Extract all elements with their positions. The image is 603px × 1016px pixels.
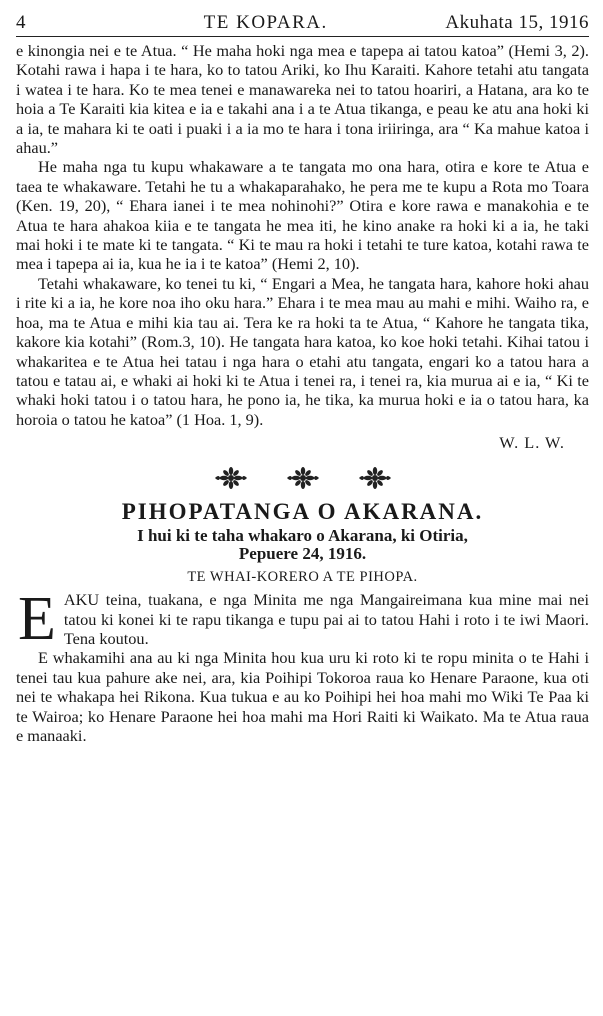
article-two-subtitle bbox=[16, 527, 589, 563]
author-signature: W. L. W. bbox=[499, 433, 565, 453]
ornament-divider bbox=[16, 467, 589, 489]
article-two-title: PIHOPATANGA O AKARANA. bbox=[121, 499, 484, 525]
publication-title: TE KOPARA. bbox=[203, 12, 328, 33]
article-one bbox=[16, 41, 589, 429]
paragraph-text: AKU teina, tuakana, e nga Minita me nga Mangaireimana kua mine mai nei tatou ki konei ki te rapu tikanga e tupu pai ai to tatou Hahi i roto i te iwi Maori. Tena koutou. bbox=[63, 590, 589, 648]
header-rule bbox=[16, 36, 589, 37]
article-two-paragraph bbox=[16, 585, 589, 654]
article-one-paragraph: He maha nga tu kupu whakaware a te tangata mo ona hara, otira e kore te Atua e taea te whakaware. Tetahi he tu a whakaparahako, he pera me te kupu a Rota mo Toara (Ken. 19, 20), “ Ehara ianei i te mea nohinohi?” Otira e kore rawa e manakohia e te Atua te hara ahakoa kiia e te tangata he mea iti, he kino anake ra hoki ki a ia, he taki mai hoki i te mate ki te tangata. “ Ki te mau ra hoki i tetahi te ture katoa, kotahi rawa te mea i tapepa ai ia, kua he ia i te katoa” (Hemi 2, 10). bbox=[16, 157, 589, 274]
issue-date: Akuhata 15, 1916 bbox=[445, 12, 589, 33]
article-two-body bbox=[16, 585, 589, 745]
section-heading: TE WHAI-KORERO A TE PIHOPA. bbox=[187, 569, 418, 586]
article-two-paragraph: E whakamihi ana au ki nga Minita hou kua uru ki roto ki te ropu minita o te Hahi i tenei tau kua pahure ake nei, ara, kia Poihipi Tokoroa raua ko Henare Paraone, kua oti nei te whakapa hei Rikona. Kua tukua e au ko Poihipi hei hoa mahi mo Wiki Te Paa ki te Wairoa; ko Henare Paraone hei hoa mahi ma Hori Raiti ki Waikato. Ma te Atua raua e manaaki. bbox=[16, 648, 589, 745]
subtitle-line: I hui ki te taha whakaro o Akarana, ki Otiria, bbox=[137, 526, 468, 546]
subtitle-line: Pepuere 24, 1916. bbox=[238, 544, 367, 564]
flower-ornament-icon bbox=[358, 467, 392, 489]
flower-ornament-icon bbox=[214, 467, 248, 489]
article-one-paragraph: e kinongia nei e te Atua. “ He maha hoki nga mea e tapepa ai tatou katoa” (Hemi 3, 2). Kotahi rawa i hapa i te hara, ko to tatou Ariki, ko Ihu Karaiti. Kahore tetahi atu tangata i watea i te hara. Ko te mea tenei e manawareka nei to tatou hoariri, a Hatana, ara ko te hoia a Te Karaiti kia kitea e ia e takahi ana i a te Atua tikanga, e peau ke atu ana hoki ki a ia, te mahara ki te oati i puaki i a ia mo te hara i tona iriiringa, ara “ Ka mahue katoa i ahau.” bbox=[16, 41, 589, 158]
page-number: 4 bbox=[16, 12, 26, 33]
article-one-paragraph: Tetahi whakaware, ko tenei tu ki, “ Engari a Mea, he tangata hara, kahore hoki ahau i rite ki a ia, he kore noa iho oku hara.” Ehara i te mea mau au mahi e mihi. Waiho ra, e hoa, ma te Atua e mihi kia tau ai. Tera ke ra hoki ta te Atua, “ Kahore he tangata tika, kakore kia kotahi” (Rom.3, 10). He tangata hara katoa, ko koe hoki tetahi. Kihai tatou i whakaritea e te Atua hei tatau i nga hara o etahi atu tangata, engari ko a tatou hara a tatou e tatau ai, e whaki ai hoki ki te Atua i tenei ra, i tenei ra, kia murua ai e ia, “ Ki te whaki hoki tatou i o tatou hara, he pono ia, he tika, ka murua hoki e ia o tatou hara, ka horoia o tatou he katoa” (1 Hoa. 1, 9). bbox=[16, 273, 589, 429]
page-header bbox=[16, 0, 589, 34]
drop-cap: E bbox=[18, 585, 56, 654]
flower-ornament-icon bbox=[286, 467, 320, 489]
